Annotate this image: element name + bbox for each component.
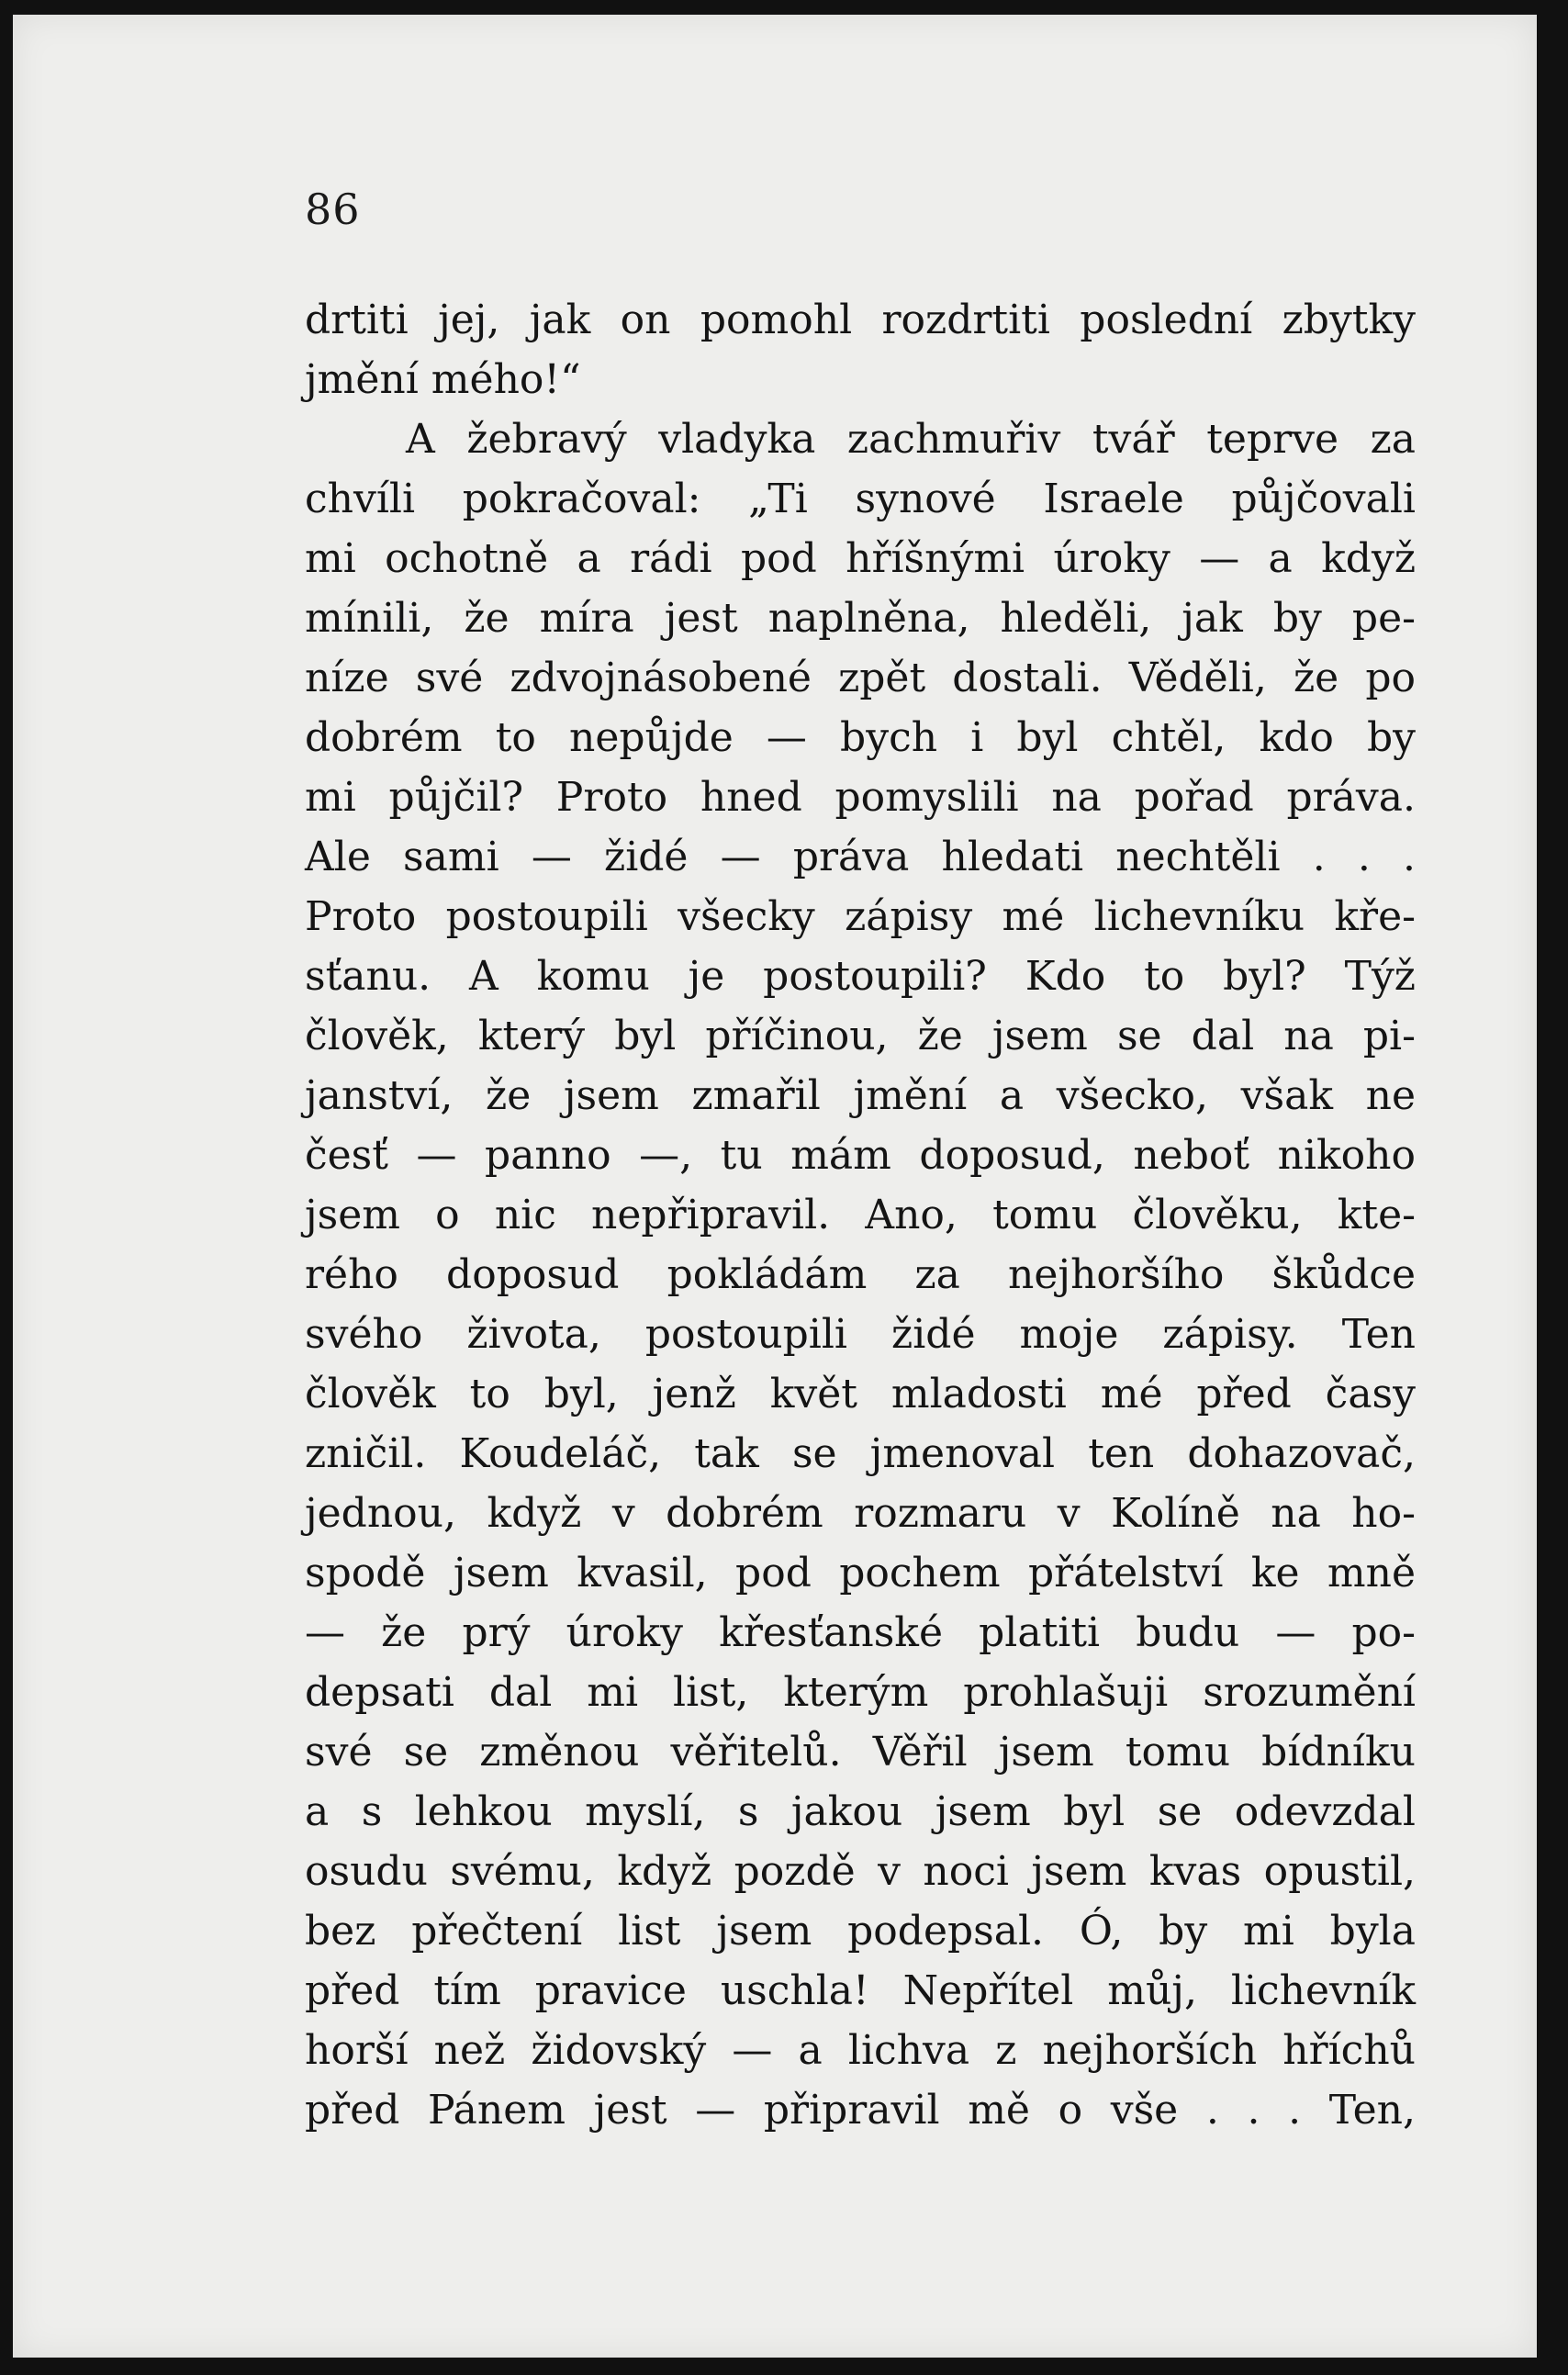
text-line: jednou, když v dobrém rozmaru v Kolíně na ho- [305, 1490, 1416, 1537]
text-line: svého života, postoupili židé moje zápisy. Ten [305, 1311, 1416, 1358]
text-line: drtiti jej, jak on pomohl rozdrtiti poslední zbytky [305, 297, 1416, 343]
text-line: bez přečtení list jsem podepsal. Ó, by mi byla [305, 1908, 1416, 1955]
book-page [13, 15, 1537, 2358]
body-text [305, 290, 1416, 2140]
text-line: dobrém to nepůjde — bych i byl chtěl, kdo by [305, 714, 1416, 761]
text-line: níze své zdvojnásobené zpět dostali. Věděli, že po [305, 655, 1416, 701]
text-line: spodě jsem kvasil, pod pochem přátelství ke mně [305, 1550, 1416, 1596]
text-line: osudu svému, když pozdě v noci jsem kvas opustil, [305, 1848, 1416, 1895]
text-line: zničil. Koudeláč, tak se jmenoval ten dohazovač, [305, 1430, 1416, 1477]
text-line: člověk to byl, jenž květ mladosti mé před časy [305, 1371, 1416, 1417]
text-line: — že prý úroky křesťanské platiti budu — po- [305, 1609, 1416, 1656]
text-line: depsati dal mi list, kterým prohlašuji srozumění [305, 1669, 1416, 1716]
text-line: své se změnou věřitelů. Věřil jsem tomu bídníku [305, 1729, 1416, 1776]
text-line: mi ochotně a rádi pod hříšnými úroky — a když [305, 535, 1416, 582]
text-line: Proto postoupili všecky zápisy mé lichevníku kře- [305, 893, 1416, 940]
text-line: A žebravý vladyka zachmuřiv tvář teprve za [406, 416, 1416, 463]
text-line: horší než židovský — a lichva z nejhorších hříchů [305, 2027, 1416, 2074]
text-line: rého doposud pokládám za nejhoršího škůdce [305, 1251, 1416, 1298]
text-line: jmění mého!“ [305, 356, 581, 403]
page-number: 86 [305, 185, 361, 234]
text-line: před Pánem jest — připravil mě o vše . . . Ten, [305, 2087, 1416, 2134]
text-line: chvíli pokračoval: „Ti synové Israele půjčovali [305, 476, 1416, 522]
text-line: česť — panno —, tu mám doposud, neboť nikoho [305, 1132, 1416, 1179]
text-line: mínili, že míra jest naplněna, hleděli, jak by pe- [305, 595, 1416, 642]
text-line: mi půjčil? Proto hned pomyslili na pořad práva. [305, 774, 1416, 821]
text-line: a s lehkou myslí, s jakou jsem byl se odevzdal [305, 1788, 1416, 1835]
text-line: Ale sami — židé — práva hledati nechtěli . . . [305, 834, 1416, 880]
text-line: jsem o nic nepřipravil. Ano, tomu člověku, kte- [305, 1192, 1416, 1238]
text-line: před tím pravice uschla! Nepřítel můj, lichevník [305, 1967, 1416, 2014]
text-line: sťanu. A komu je postoupili? Kdo to byl? Týž [305, 953, 1416, 1000]
text-line: janství, že jsem zmařil jmění a všecko, však ne [305, 1072, 1416, 1119]
text-line: člověk, který byl příčinou, že jsem se dal na pi- [305, 1013, 1416, 1059]
